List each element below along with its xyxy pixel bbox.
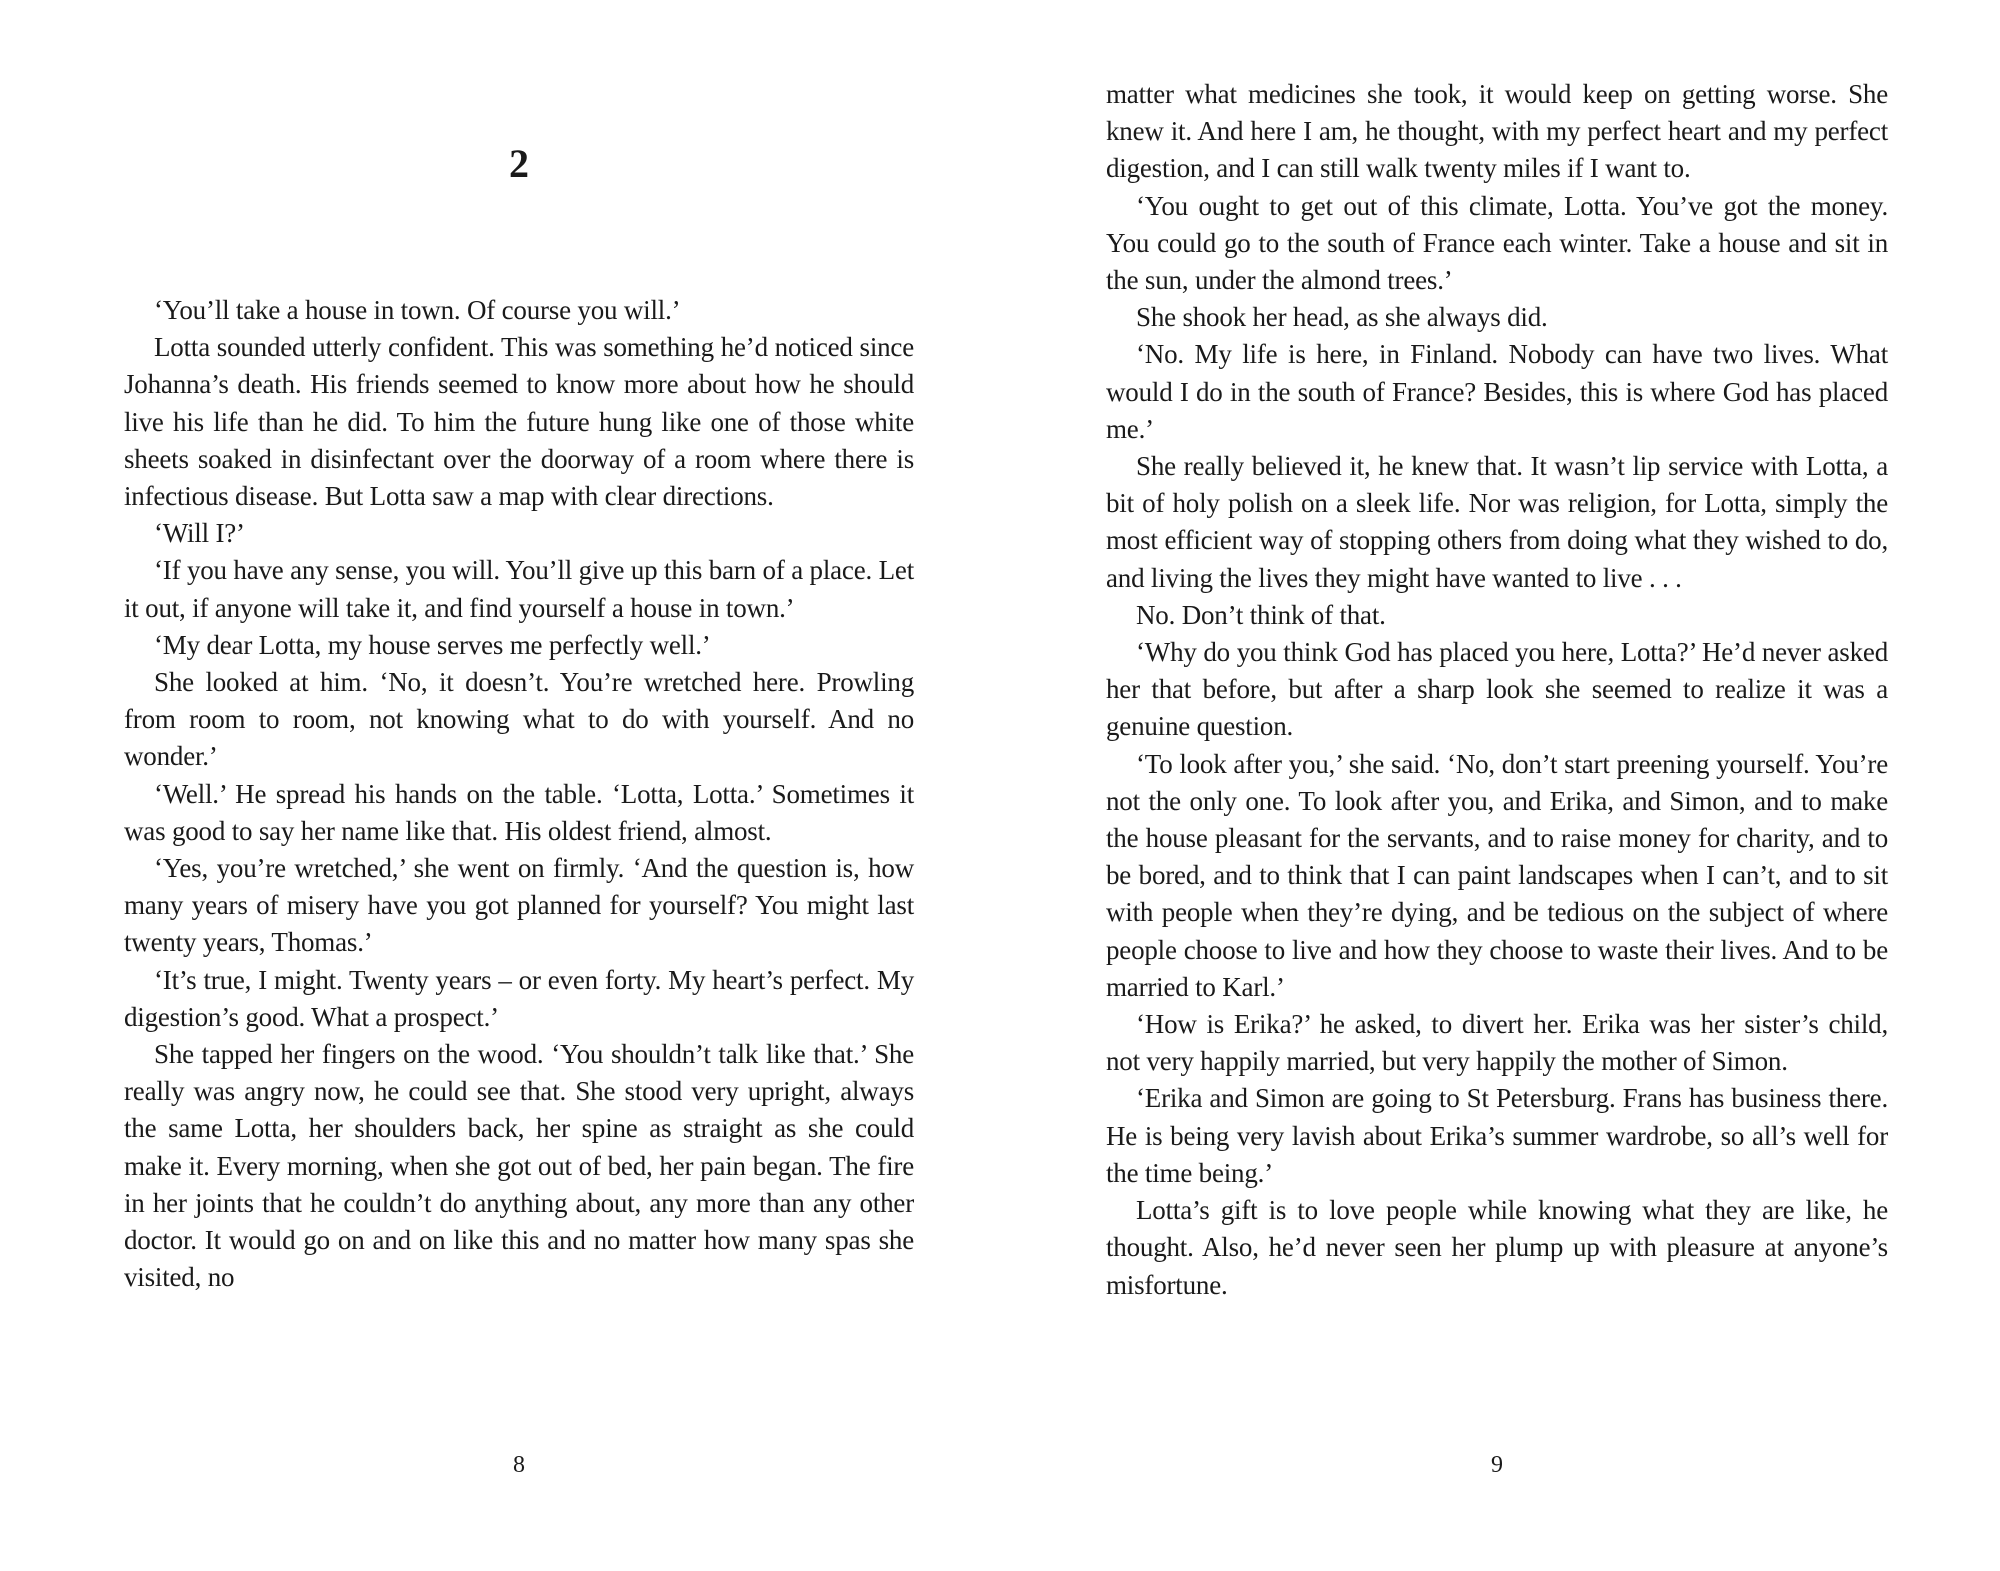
page-number: 8 [513, 1452, 525, 1478]
paragraph: ‘Erika and Simon are going to St Petersburg. Frans has business there. He is being very lavish about Erika’s summer wardrobe, so all’s well for the time being.’ [1106, 1083, 1888, 1188]
paragraph: ‘Will I?’ [154, 518, 245, 549]
paragraph: She looked at him. ‘No, it doesn’t. You’re wretched here. Prowling from room to room, not knowing what to do with yourself. And no wonder.’ [124, 667, 914, 772]
left-page-text [124, 292, 914, 1296]
paragraph: ‘Yes, you’re wretched,’ she went on firmly. ‘And the question is, how many years of misery have you got planned for yourself? You might last twenty years, Thomas.’ [124, 853, 914, 958]
right-page-text [1106, 76, 1888, 1304]
paragraph: No. Don’t think of that. [1136, 599, 1386, 630]
paragraph: Lotta’s gift is to love people while knowing what they are like, he thought. Also, he’d never seen her plump up with pleasure at anyone’s misfortune. [1106, 1195, 1888, 1300]
paragraph: ‘You’ll take a house in town. Of course you will.’ [154, 295, 681, 325]
paragraph: ‘Why do you think God has placed you here, Lotta?’ He’d never asked her that before, but after a sharp look she seemed to realize it was a genuine question. [1106, 637, 1888, 742]
chapter-number: 2 [509, 141, 529, 186]
paragraph: ‘You ought to get out of this climate, Lotta. You’ve got the money. You could go to the south of France each winter. Take a house and sit in the sun, under the almond trees.’ [1106, 190, 1888, 296]
paragraph: ‘If you have any sense, you will. You’ll give up this barn of a place. Let it out, if anyone will take it, and find yourself a house in town.’ [124, 555, 914, 623]
paragraph: She really believed it, he knew that. It wasn’t lip service with Lotta, a bit of holy polish on a sleek life. Nor was religion, for Lotta, simply the most efficient way of stopping others from doing what they wished to do, and living the lives they might have wanted to live . . . [1106, 451, 1888, 593]
paragraph: ‘No. My life is here, in Finland. Nobody can have two lives. What would I do in the south of France? Besides, this is where God has placed me.’ [1106, 339, 1888, 444]
paragraph: ‘To look after you,’ she said. ‘No, don’t start preening yourself. You’re not the only one. To look after you, and Erika, and Simon, and to make the house pleasant for the servants, and to raise money for charity, and to be bored, and to think that I can paint landscapes when I can’t, and to sit with people when they’re dying, and be tedious on the subject of where people choose to live and how they choose to waste their lives. And to be married to Karl.’ [1106, 748, 1888, 1002]
paragraph: She tapped her fingers on the wood. ‘You shouldn’t talk like that.’ She really was angry now, he could see that. She stood very upright, always the same Lotta, her shoulders back, her spine as straight as she could make it. Every morning, when she got out of bed, her pain began. The fire in her joints that he couldn’t do anything about, any more than any other doctor. It would go on and on like this and no matter how many spas she visited, no [124, 1039, 914, 1293]
paragraph: She shook her head, as she always did. [1136, 302, 1548, 333]
paragraph: Lotta sounded utterly confident. This was something he’d noticed since Johanna’s death. His friends seemed to know more about how he should live his life than he did. To him the future hung like one of those white sheets soaked in disinfectant over the doorway of a room where there is infectious disease. But Lotta saw a map with clear directions. [124, 332, 914, 512]
paragraph-continued: matter what medicines she took, it would keep on getting worse. She knew it. And here I am, he thought, with my perfect heart and my perfect digestion, and I can still walk twenty miles if I want to. [1106, 79, 1888, 184]
page-number: 9 [1491, 1452, 1503, 1478]
paragraph: ‘Well.’ He spread his hands on the table. ‘Lotta, Lotta.’ Sometimes it was good to say her name like that. His oldest friend, almost. [124, 778, 914, 846]
paragraph: ‘My dear Lotta, my house serves me perfectly well.’ [154, 629, 711, 660]
paragraph: ‘It’s true, I might. Twenty years – or even forty. My heart’s perfect. My digestion’s good. What a prospect.’ [124, 964, 914, 1032]
paragraph: ‘How is Erika?’ he asked, to divert her. Erika was her sister’s child, not very happily married, but very happily the mother of Simon. [1106, 1009, 1888, 1077]
